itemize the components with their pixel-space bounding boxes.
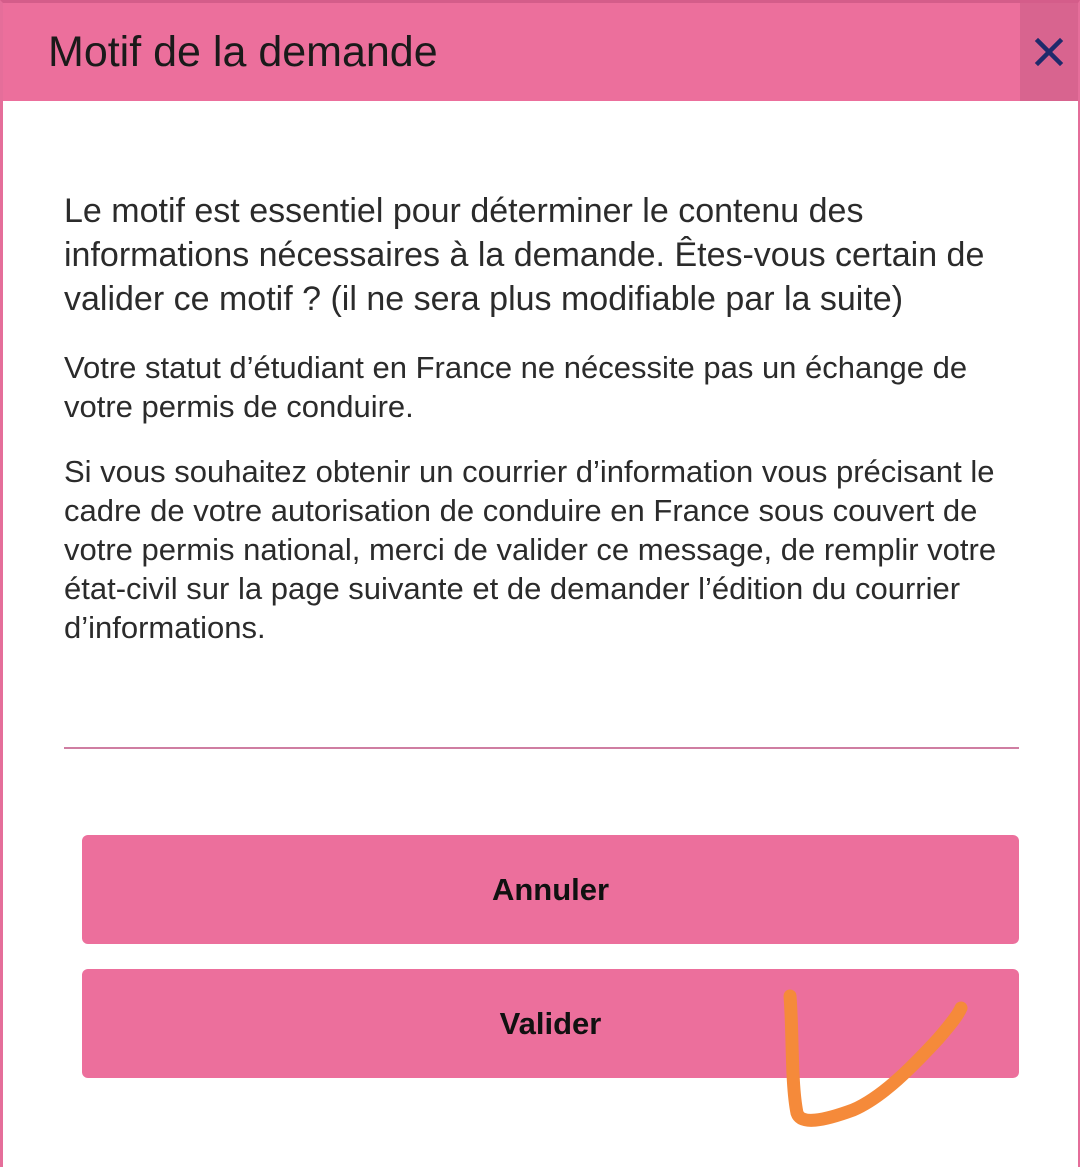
dialog-body: [64, 189, 1024, 647]
separator: [64, 747, 1019, 749]
dialog-title: Motif de la demande: [48, 28, 438, 76]
information-letter-info: Si vous souhaitez obtenir un courrier d’information vous précisant le cadre de votre autorisation de conduire en France sous couvert de votre permis national, merci de valider ce message, de remplir votre état-civil sur la page suivante et de demander l’édition du courrier d’informations.: [64, 454, 997, 645]
confirm-button[interactable]: Valider: [82, 969, 1019, 1078]
student-status-info: Votre statut d’étudiant en France ne nécessite pas un échange de votre permis de conduire.: [64, 350, 968, 424]
close-button[interactable]: [1020, 3, 1078, 101]
cancel-button[interactable]: Annuler: [82, 835, 1019, 944]
dialog-header: [3, 3, 1078, 101]
close-icon: [1034, 37, 1064, 67]
confirmation-question: Le motif est essentiel pour déterminer le contenu des informations nécessaires à la demande. Êtes-vous certain de valider ce motif ? (il ne sera plus modifiable par la suite): [64, 192, 985, 318]
